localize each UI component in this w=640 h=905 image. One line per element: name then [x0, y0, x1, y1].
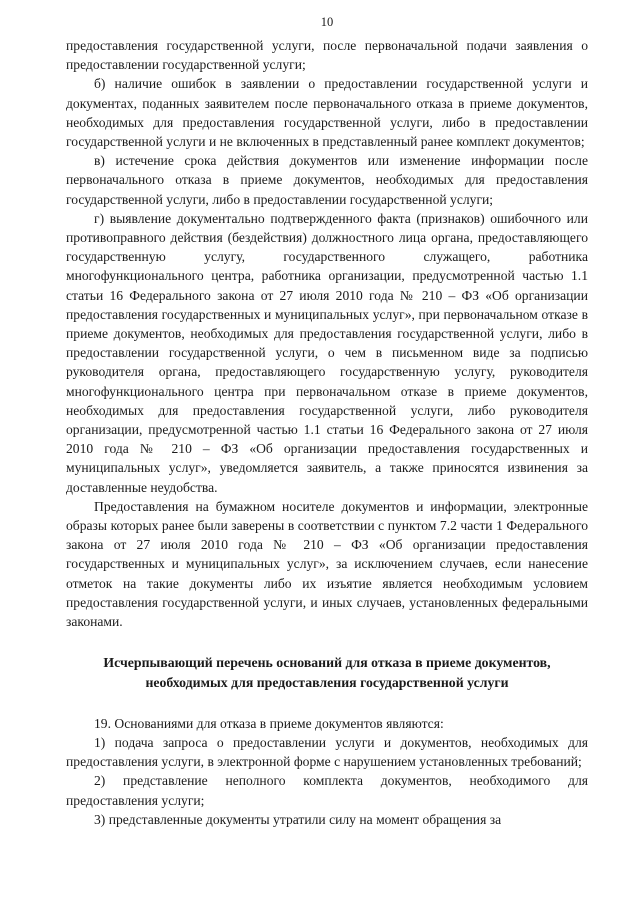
section-heading: Исчерпывающий перечень оснований для отказа в приеме документов, необходимых для предоставления государственной услуги	[103, 655, 551, 690]
paragraph-continuation: предоставления государственной услуги, после первоначальной подачи заявления о предоставлении государственной услуги;	[66, 38, 588, 73]
paragraph-item-g: г) выявление документально подтвержденного факта (признаков) ошибочного или противоправного действия (бездействия) должностного лица органа, предоставляющего государственную услугу, государственного служащего, работника многофункционального центра, работника организации, предусмотренной частью 1.1 статьи 16 Федерального закона от 27 июля 2010 года № 210 – ФЗ «Об организации предоставления государственных и муниципальных услуг», при первоначальном отказе в приеме документов, необходимых для предоставления государственной услуги, либо в предоставлении государственной услуги, о чем в письменном виде за подписью руководителя органа, предоставляющего государственную услугу, руководителя многофункционального центра при первоначальном отказе в приеме документов, необходимых для предоставления государственной услуги, либо руководителя организации, предусмотренной частью 1.1 статьи 16 Федерального закона от 27 июля 2010 года № 210 – ФЗ «Об организации предоставления государственных и муниципальных услуг», уведомляется заявитель, а также приносятся извинения за доставленные неудобства.	[66, 210, 588, 495]
paragraph-item-v: в) истечение срока действия документов или изменение информации после первоначального отказа в приеме документов, необходимых для предоставления государственной услуги, либо в предоставлении государственной услуги;	[66, 153, 588, 207]
paragraph-paper-documents: Предоставления на бумажном носителе документов и информации, электронные образы которых ранее были заверены в соответствии с пунктом 7.2 части 1 Федерального закона от 27 июля 2010 года № 210 – ФЗ «Об организации предоставления государственных и муниципальных услуг», за исключением случаев, если нанесение отметок на такие документы либо их изъятие является необходимым условием предоставления государственной услуги, и иных случаев, установленных федеральными законами.	[66, 498, 588, 630]
paragraph-ground-3: 3) представленные документы утратили силу на момент обращения за	[94, 811, 502, 827]
paragraph-ground-1: 1) подача запроса о предоставлении услуги и документов, необходимых для предоставления услуги, в электронной форме с нарушением установленных требований;	[66, 734, 588, 770]
paragraph-ground-2: 2) представление неполного комплекта документов, необходимого для предоставления услуги;	[66, 773, 588, 808]
paragraph-item-b: б) наличие ошибок в заявлении о предоставлении государственной услуги и документах, поданных заявителем после первоначального отказа в приеме документов, необходимых для предоставления государственной услуги, либо в предоставлении государственной услуги и не включенных в представленный ранее комплект документов;	[66, 76, 588, 150]
paragraph-clause-19: 19. Основаниями для отказа в приеме документов являются:	[94, 715, 444, 731]
page-number: 10	[320, 15, 334, 29]
